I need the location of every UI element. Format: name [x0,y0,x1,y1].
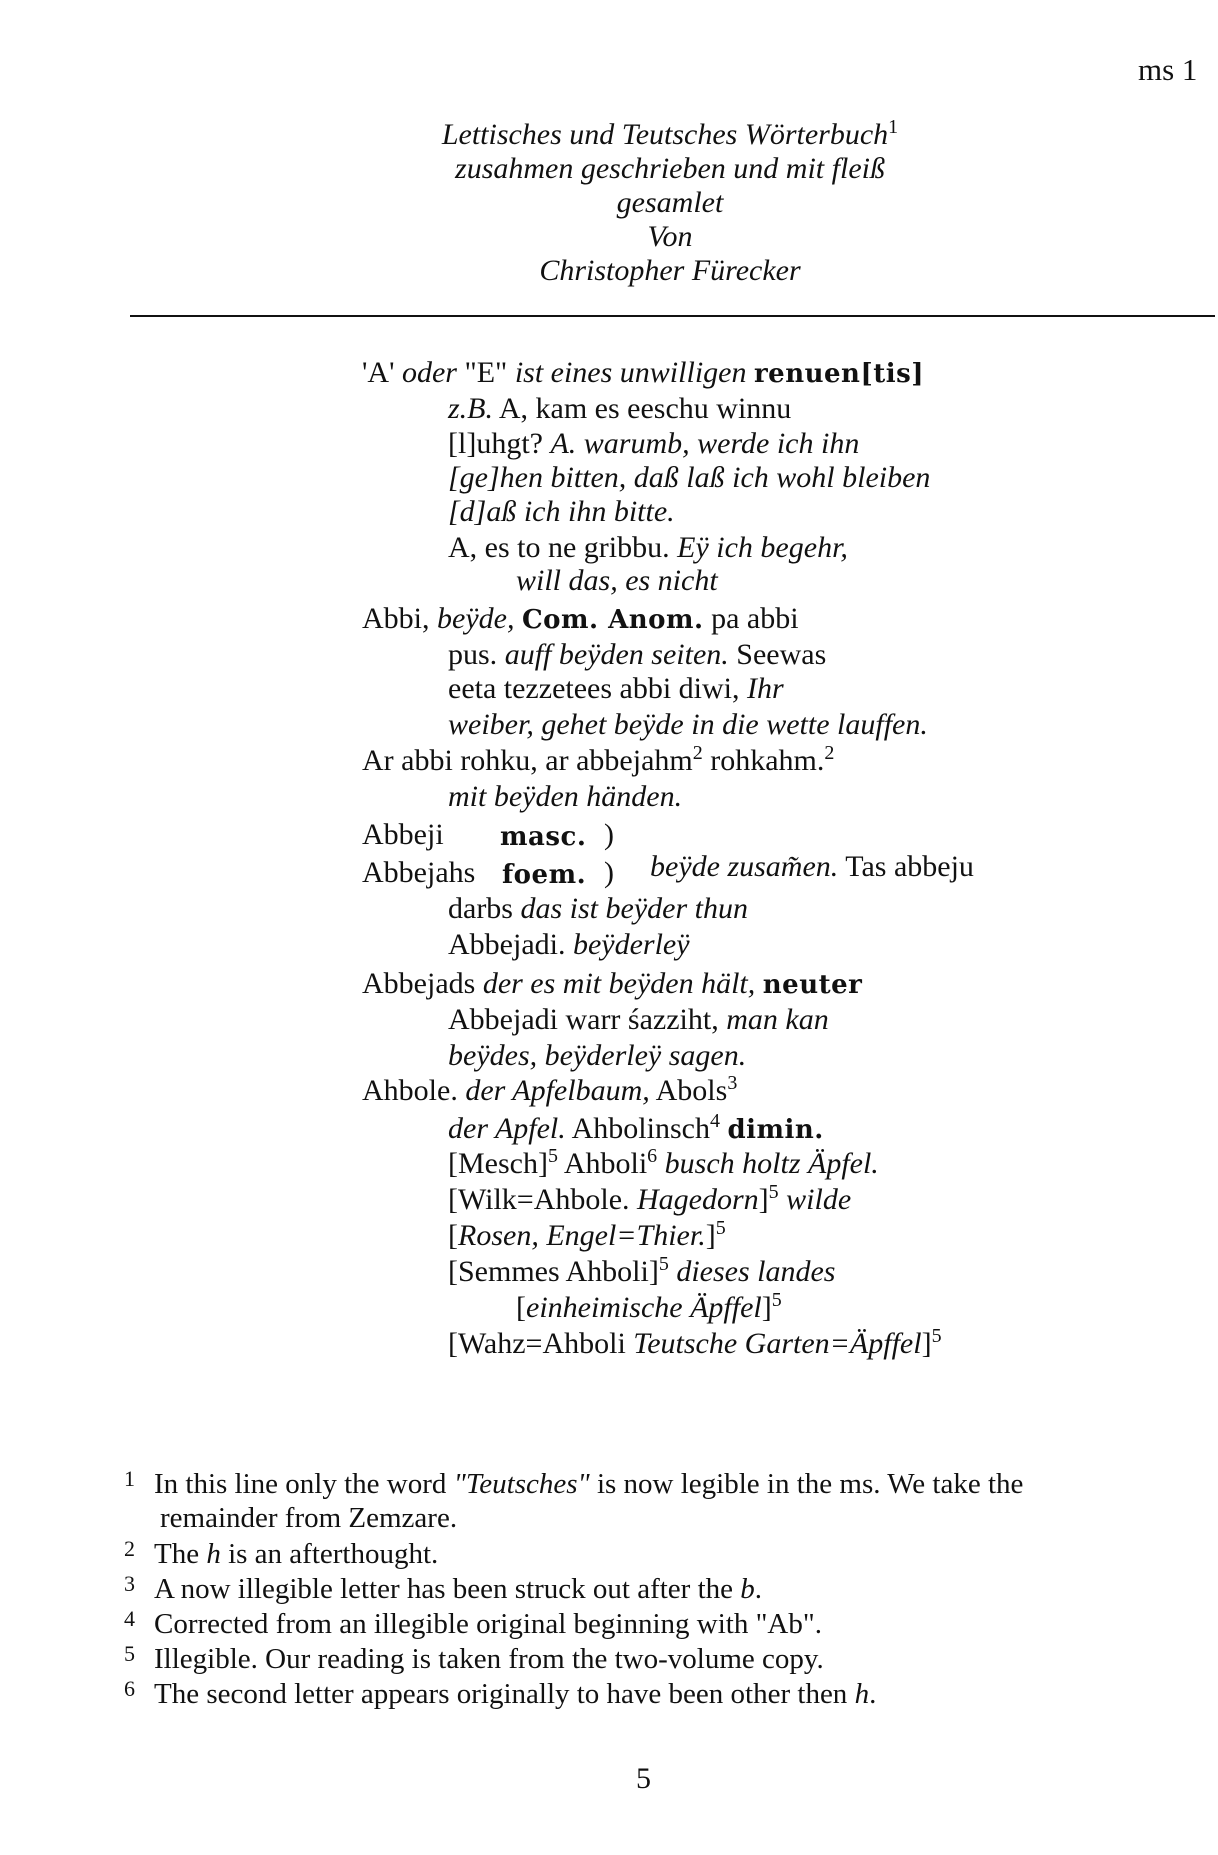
word: "E" [464,356,508,389]
lettish-text: pus. [448,638,498,671]
bracket: ] [761,1291,772,1324]
entry-a-line-6 [448,531,848,565]
grammar-label: masc. [500,822,587,852]
entry-a-line-5: [d]aß ich ihn bitte. [448,495,675,528]
gloss: das ist beÿder thun [520,892,748,925]
bracket: ] [921,1327,932,1360]
footnote-ref: 2 [824,742,835,764]
lettish-text: Ahbolinsch [571,1112,710,1145]
footnote-text: A now illegible letter has been struck out after the [154,1573,741,1605]
gloss: Hagedorn [637,1183,759,1216]
footnote-text: h [206,1538,221,1570]
grammar-label: neuter [762,970,863,1000]
grammar-label: Com. Anom. [521,605,704,635]
gloss: Eÿ ich begehr, [677,531,848,564]
entry-ahbole-line-8 [448,1327,942,1361]
entry-ahbole-line-1 [362,1074,737,1108]
entry-abbi-line-3 [448,672,784,706]
entry-ar-line-1 [362,744,834,778]
footnote-text: . [869,1678,877,1710]
footnote-ref: 4 [709,1110,720,1132]
bracket: [ [448,1219,458,1252]
entry-abbeji [362,818,444,852]
gloss: beÿde zusam̃en. [650,850,839,883]
footnote-text: The [154,1538,207,1570]
footnote-ref: 5 [658,1253,669,1275]
footnote-5: Illegible. Our reading is taken from the two-volume copy. [154,1643,824,1675]
bracket: ] [705,1219,716,1252]
entry-a-line-4: [ge]hen bitten, daß laß ich wohl bleiben [448,461,931,494]
gloss: beÿderleÿ [572,928,690,961]
footnote-ref: 1 [888,116,899,138]
headword: Ahbole. [362,1074,458,1107]
bracket: ) [604,818,614,851]
lettish-text: A, es to ne gribbu. [448,531,670,564]
lettish-text: rohkahm. [702,744,825,777]
entry-abbejads-line-1 [362,967,862,1001]
footnote-number: 4 [124,1606,135,1631]
footnote-3 [154,1573,762,1606]
footnote-1 [154,1468,1023,1501]
footnote-number: 6 [124,1676,135,1701]
grammar-label: foem. [502,860,587,890]
lettish-text: [l]uhgt? [448,427,543,460]
entry-ahbole-line-3 [448,1147,879,1181]
footnote-text: is an afterthought. [220,1538,439,1570]
title-line-5: Christopher Fürecker [539,254,801,287]
entry-ahbole-line-7 [516,1291,782,1325]
bracket: ] [758,1183,769,1216]
lettish-text: darbs [448,892,513,925]
footnote-ref: 3 [727,1072,738,1094]
lettish-text: eeta tezzetees abbi diwi, [448,672,740,705]
lettish-text: Ar abbi rohku, ar abbejahm [362,744,693,777]
gloss: ist eines unwilligen [514,356,747,389]
footnote-ref: 2 [692,742,703,764]
entry-ahbole-line-6 [448,1255,835,1289]
lettish-text: Abols [655,1074,728,1107]
entry-abbejahs-gloss [650,850,974,884]
gloss: wilde [786,1183,852,1216]
footnote-6 [154,1678,876,1711]
entry-abbi-line-4: weiber, gehet beÿde in die wette lauffen. [448,708,928,741]
lettish-text: A, kam es eeschu winnu [498,392,792,425]
entry-a-line-7: will das, es nicht [516,564,718,597]
gloss: man kan [726,1003,829,1036]
page-number: 5 [636,1762,651,1795]
lettish-text: [Mesch] [448,1147,548,1180]
footnote-ref: 5 [547,1145,558,1167]
entry-abbi-line-1 [362,602,799,636]
grammar-label: renuen[tis] [753,359,925,389]
lettish-text: pa abbi [711,602,799,635]
footnote-number: 3 [124,1571,135,1596]
title-line-2: zusahmen geschrieben und mit fleiß [455,152,885,185]
lettish-text: Tas abbeju [845,850,974,883]
entry-ahbole-line-4 [448,1183,851,1217]
footnote-number: 5 [124,1641,135,1666]
title-line-4: Von [647,220,693,253]
footnote-number: 2 [124,1536,135,1561]
headword: Abbi, [362,602,430,635]
entry-abbejahs-head [362,856,475,890]
gloss: Ihr [747,672,784,705]
gloss: A. warumb, werde ich ihn [550,427,860,460]
headword: Abbeji [362,818,444,851]
horizontal-rule [130,315,1215,317]
footnote-text: h [854,1678,870,1710]
footnote-text: is now legible in the ms. We take the [589,1468,1024,1500]
title-text: Lettisches und Teutsches Wörterbuch [441,118,889,151]
title-line-1 [0,118,1218,152]
footnote-text: In this line only the word [154,1468,454,1500]
abbrev: z.B. [448,392,493,425]
entry-ar-line-2: mit beÿden händen. [448,780,683,813]
footnote-ref: 5 [715,1217,726,1239]
gloss: der es mit beÿden hält, [482,967,756,1000]
lettish-text: [Wahz=Ahboli [448,1327,626,1360]
lettish-text: Ahboli [557,1147,648,1180]
gloss: busch holtz Äpfel. [664,1147,879,1180]
entry-abbejads-line-3: beÿdes, beÿderleÿ sagen. [448,1039,747,1072]
headword: Abbejahs [362,856,476,889]
footnote-number: 1 [124,1466,135,1491]
headword: Abbejads [362,967,476,1000]
footnote-1-line-2: remainder from Zemzare. [160,1502,458,1534]
grammar-label: dimin. [727,1115,824,1145]
footnote-ref: 6 [647,1145,658,1167]
word: oder [401,356,457,389]
footnote-4: Corrected from an illegible original beginning with "Ab". [154,1608,822,1640]
lettish-text: Seewas [736,638,827,671]
entry-abbejahs-line-3 [448,928,690,962]
lettish-text: Abbejadi warr śazziht, [448,1003,719,1036]
footnote-text: The second letter appears originally to have been other then [154,1678,855,1710]
gloss: einheimische Äpffel [526,1291,762,1324]
footnote-text: . [754,1573,763,1605]
gloss: der Apfelbaum, [465,1074,650,1107]
lettish-text: [Semmes Ahboli] [448,1255,659,1288]
entry-ahbole-line-5 [448,1219,726,1253]
lettish-text: [Wilk=Ahbole. [448,1183,630,1216]
footnote-text: b [740,1573,755,1605]
lettish-text: Abbejadi. [448,928,566,961]
footnote-ref: 5 [931,1325,942,1347]
entry-a-line-1 [362,356,924,390]
footnote-ref: 5 [768,1181,779,1203]
gloss: der Apfel. [448,1112,566,1145]
entry-ahbole-line-2 [448,1112,824,1146]
bracket: [ [516,1291,526,1324]
gloss: beÿde, [437,602,515,635]
gloss: dieses landes [676,1255,836,1288]
entry-a-line-2 [448,392,791,426]
entry-abbejads-line-2 [448,1003,829,1037]
headword: 'A' [362,356,395,389]
footnote-text: "Teutsches" [453,1468,590,1500]
entry-abbejahs-line-2 [448,892,748,926]
entry-a-line-3 [448,427,859,461]
gloss: Teutsche Garten=Äpffel [633,1327,922,1360]
gloss: auff beÿden seiten. [504,638,729,671]
gloss: Rosen, Engel=Thier. [458,1219,706,1252]
footnote-ref: 5 [771,1289,782,1311]
ms-label: ms 1 [1138,52,1198,87]
title-line-3: gesamlet [616,186,724,219]
footnote-2 [154,1538,438,1571]
entry-abbi-line-2 [448,638,826,672]
bracket: ) [604,856,614,889]
